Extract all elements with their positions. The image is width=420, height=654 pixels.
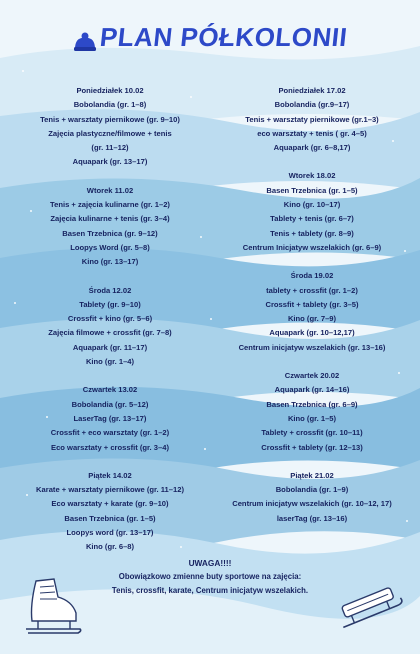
day-block (212, 169, 412, 255)
activity-line: Tenis + zajęcia kulinarne (gr. 1–2) (50, 200, 170, 210)
page-title: PLAN PÓŁKOLONII (98, 22, 350, 52)
activity-line: Bobolandia (gr. 5–12) (71, 399, 149, 409)
activity-line: Crossfit + tablety (gr. 12–13) (261, 442, 363, 452)
activity-line: Kino (gr. 6–8) (85, 542, 135, 552)
day-block (10, 383, 210, 454)
activity-line: Bobolandia (gr. 1–8) (73, 100, 147, 110)
day-heading: Piątek 14.02 (88, 470, 132, 480)
activity-line: LaserTag (gr. 13–17) (73, 413, 147, 423)
activity-line: Loopys word (gr. 13–17) (66, 528, 154, 538)
activity-line: Centrum inicjatyw wszelakich (gr. 13–16) (238, 342, 386, 352)
day-heading: Środa 19.02 (290, 271, 334, 281)
activity-line: Centrum Inicjatyw wszelakich (gr. 6–9) (242, 242, 382, 252)
activity-line: Eco warsztaty + karate (gr. 9–10) (51, 499, 169, 509)
day-heading: Czwartek 20.02 (284, 371, 340, 381)
schedule-column-week-2 (212, 84, 412, 540)
activity-line: Eco warsztaty + crossfit (gr. 3–4) (51, 442, 169, 452)
day-heading: Piątek 21.02 (290, 470, 334, 480)
activity-line: Kino (gr. 1–5) (287, 413, 337, 423)
day-heading: Poniedziałek 10.02 (76, 86, 144, 95)
activity-line: Basen Trzebnica (gr. 9–12) (62, 228, 158, 238)
activity-line: Centrum inicjatyw wszelakich (gr. 10–12, 17) (232, 499, 392, 509)
day-heading: Wtorek 11.02 (86, 185, 134, 195)
activity-line: Aquapark (gr. 11–17) (72, 342, 148, 352)
activity-line: Bobolandia (gr. 1–9) (275, 485, 349, 495)
activity-line: Bobolandia (gr.9–17) (274, 100, 350, 110)
day-block (212, 469, 412, 526)
activity-line: Basen Trzebnica (gr. 1–5) (266, 185, 358, 195)
day-block (212, 369, 412, 455)
day-heading: Poniedziałek 17.02 (278, 86, 346, 95)
day-heading: Wtorek 18.02 (288, 171, 336, 181)
activity-line: tablety + crossfit (gr. 1–2) (266, 285, 358, 295)
activity-line: Loopys Word (gr. 5–8) (70, 242, 150, 252)
day-block (10, 469, 210, 555)
activity-line: Crossfit + kino (gr. 5–6) (67, 314, 153, 324)
day-block (212, 269, 412, 355)
activity-line: Karate + warsztaty piernikowe (gr. 11–12) (36, 485, 184, 495)
activity-line: Zajęcia kulinarne + tenis (gr. 3–4) (50, 214, 170, 224)
activity-line: Crossfit + tablety (gr. 3–5) (265, 299, 359, 309)
activity-line: Aquapark (gr. 10–12,17) (269, 328, 355, 338)
notice (70, 556, 350, 598)
activity-line: Tenis + warsztaty piernikowe (gr. 9–10) (40, 114, 180, 124)
day-block (10, 184, 210, 270)
notice-line: Tenis, crossfit, karate, Centrum inicjatyw wszelakich. (111, 586, 309, 595)
sled-icon (330, 578, 410, 638)
activity-line: Zajęcia plastyczne/filmowe + tenis (48, 128, 172, 138)
activity-line: Tablety + crossfit (gr. 10–11) (261, 428, 363, 438)
winter-hat-icon (72, 32, 98, 52)
activity-line: Kino (gr. 10–17) (283, 200, 341, 210)
day-heading: Czwartek 13.02 (82, 385, 138, 395)
activity-line: Aquapark (gr. 14–16) (274, 385, 350, 395)
activity-line: Tenis + warsztaty piernikowe (gr.1–3) (245, 114, 379, 124)
day-block (10, 84, 210, 170)
activity-line: Aquapark (gr. 6–8,17) (273, 143, 351, 153)
activity-line: Kino (gr. 1–4) (85, 357, 135, 367)
activity-line: eco warsztaty + tenis ( gr. 4–5) (257, 128, 367, 138)
activity-line: Tablety + tenis (gr. 6–7) (270, 214, 354, 224)
activity-line: Aquapark (gr. 13–17) (72, 157, 148, 167)
activity-line: Kino (gr. 13–17) (81, 257, 139, 267)
activity-line: Zajęcia filmowe + crossfit (gr. 7–8) (48, 328, 172, 338)
day-block (10, 284, 210, 370)
activity-line: (gr. 11–12) (91, 143, 129, 153)
notice-title: UWAGA!!!! (188, 558, 232, 568)
activity-line: Kino (gr. 7–9) (287, 314, 337, 324)
activity-line: Basen Trzebnica (gr. 1–5) (64, 513, 156, 523)
day-block (212, 84, 412, 155)
activity-line: Tablety (gr. 9–10) (79, 299, 141, 309)
title-area (0, 22, 420, 53)
activity-line: laserTag (gr. 13–16) (276, 513, 348, 523)
activity-line: Basen Trzebnica (gr. 6–9) (266, 399, 358, 409)
activity-line: Crossfit + eco warsztaty (gr. 1–2) (50, 428, 170, 438)
activity-line: Tenis + tablety (gr. 8–9) (270, 228, 354, 238)
day-heading: Środa 12.02 (88, 285, 132, 295)
schedule-column-week-1 (10, 84, 210, 569)
ice-skate-icon (14, 575, 86, 639)
notice-line: Obowiązkowo zmienne buty sportowe na zajęcia: (118, 572, 302, 581)
